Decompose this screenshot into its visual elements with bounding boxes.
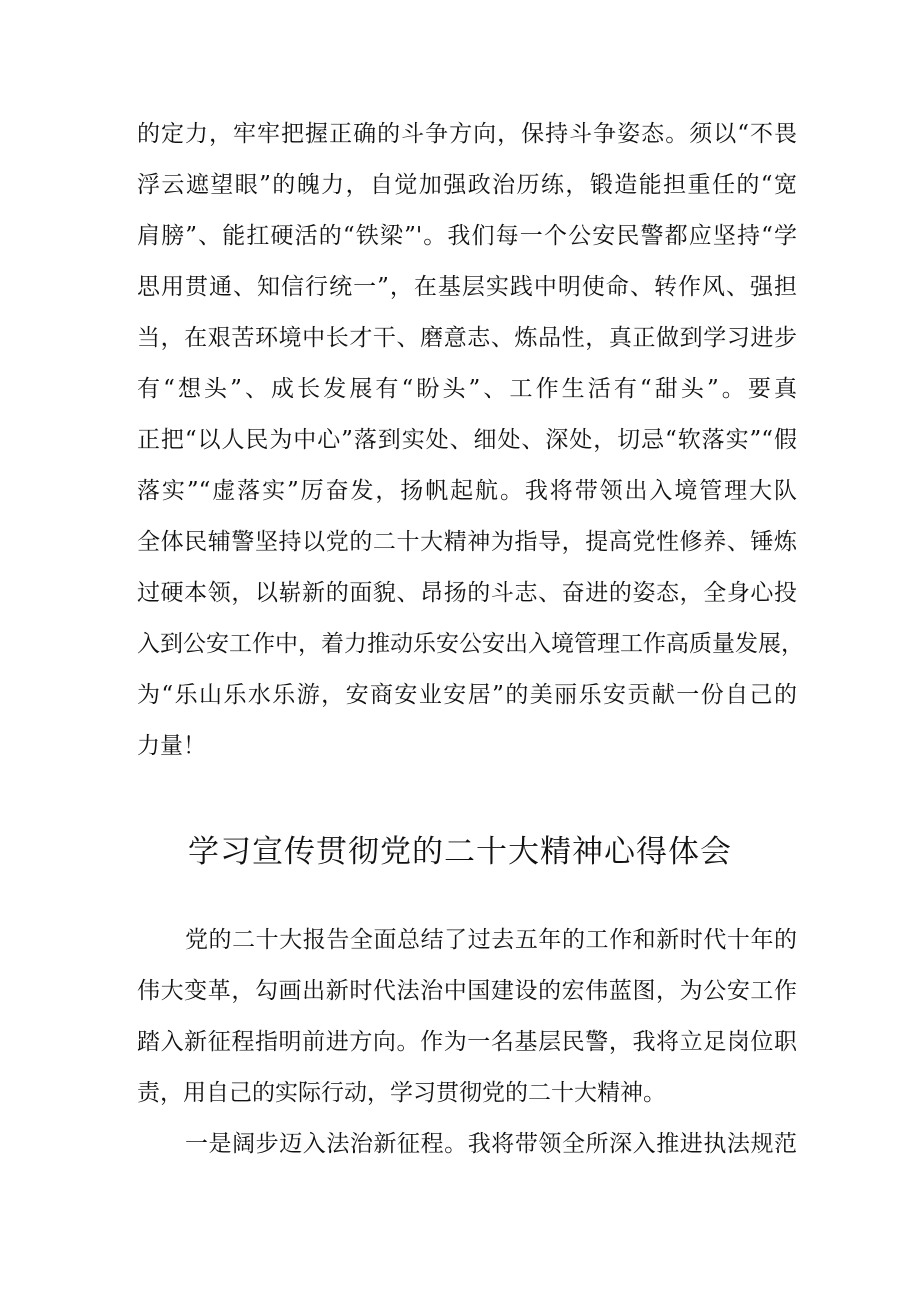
body-text-line: 有“想头”、成长发展有“盼头”、工作生活有“甜头”。要真 bbox=[137, 376, 797, 402]
body-text-line: 当，在艰苦环境中长才干、磨意志、炼品性，真正做到学习进步 bbox=[137, 325, 797, 351]
body-text-line: 全体民辅警坚持以党的二十大精神为指导，提高党性修养、锤炼 bbox=[137, 529, 797, 555]
body-text-line: 一是阔步迈入法治新征程。我将带领全所深入推进执法规范 bbox=[185, 1131, 797, 1157]
body-text-line: 为“乐山乐水乐游，安商安业安居”的美丽乐安贡献一份自己的 bbox=[137, 682, 797, 708]
body-text-line: 浮云遮望眼”的魄力，自觉加强政治历练，锻造能担重任的“宽 bbox=[137, 172, 797, 198]
body-text-line: 入到公安工作中，着力推动乐安公安出入境管理工作高质量发展， bbox=[137, 631, 804, 657]
body-text-line: 的定力，牢牢把握正确的斗争方向，保持斗争姿态。须以“不畏 bbox=[137, 121, 797, 147]
body-text-line: 正把“以人民为中心”落到实处、细处、深处，切忌“软落实”“假 bbox=[137, 427, 797, 453]
body-text-line: 力量！ bbox=[137, 733, 206, 759]
body-text-line: 肩膀”、能扛硬活的“铁梁”'。我们每一个公安民警都应坚持“学 bbox=[137, 223, 797, 249]
body-text-line: 落实”“虚落实”厉奋发，扬帆起航。我将带领出入境管理大队 bbox=[137, 478, 797, 504]
body-text-line: 伟大变革，勾画出新时代法治中国建设的宏伟蓝图，为公安工作 bbox=[137, 978, 797, 1004]
body-text-line: 踏入新征程指明前进方向。作为一名基层民警，我将立足岗位职 bbox=[137, 1029, 797, 1055]
section-title: 学习宣传贯彻党的二十大精神心得体会 bbox=[188, 834, 732, 870]
body-text-line: 思用贯通、知信行统一”，在基层实践中明使命、转作风、强担 bbox=[137, 274, 797, 300]
body-text-line: 党的二十大报告全面总结了过去五年的工作和新时代十年的 bbox=[185, 927, 797, 953]
body-text-line: 责，用自己的实际行动，学习贯彻党的二十大精神。 bbox=[137, 1080, 666, 1106]
body-text-line: 过硬本领，以崭新的面貌、昂扬的斗志、奋进的姿态，全身心投 bbox=[137, 580, 797, 606]
